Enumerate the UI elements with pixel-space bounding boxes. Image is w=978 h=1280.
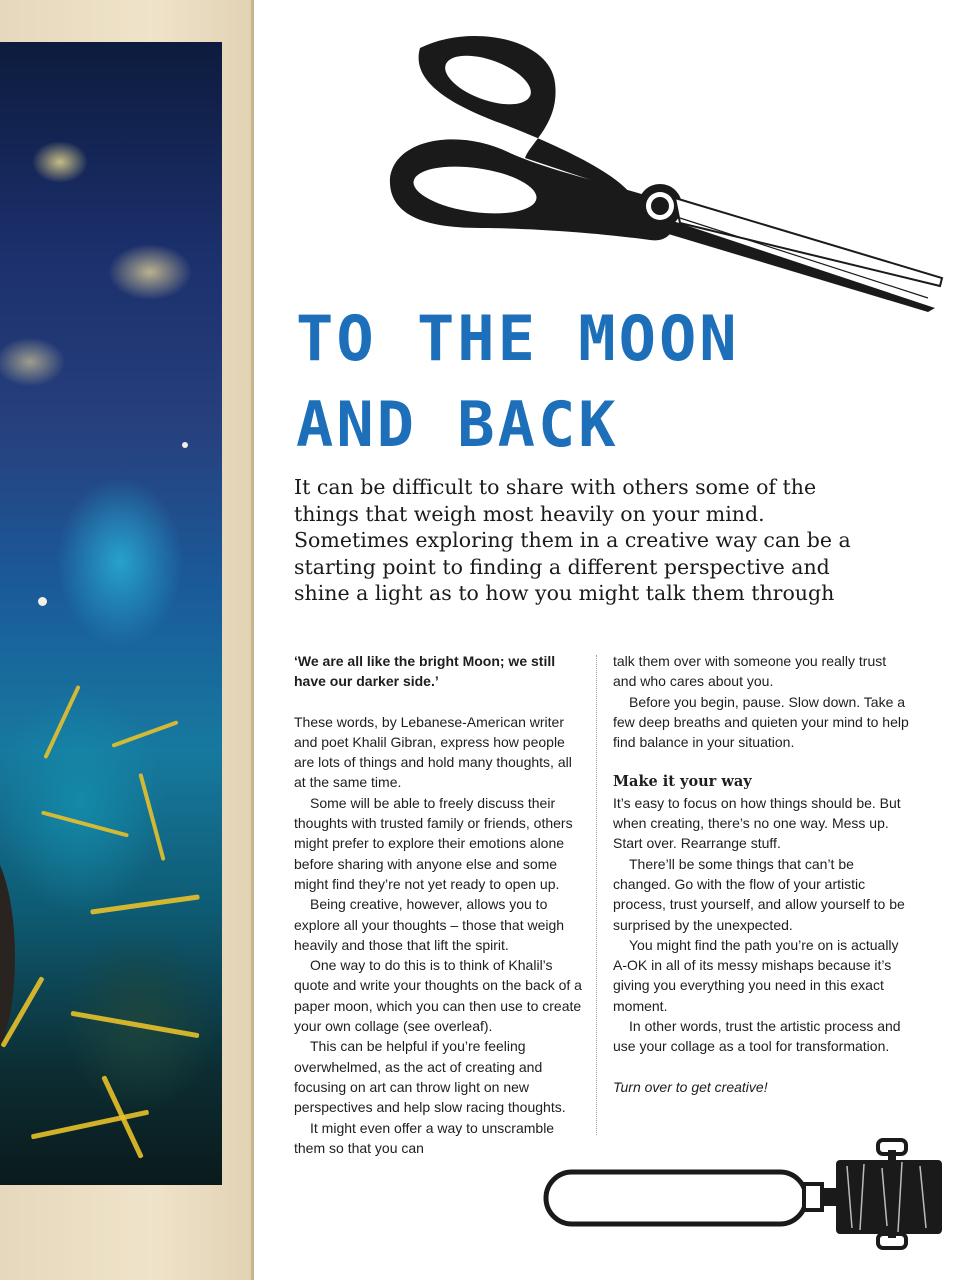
galaxy-artwork [0, 42, 222, 1185]
left-column [294, 651, 584, 1158]
gold-vein [41, 810, 129, 837]
body-paragraph: It’s easy to focus on how things should be. But when creating, there’s no one way. Mess up. Start over. Rearrange stuff. [613, 794, 901, 852]
body-paragraph: There’ll be some things that can’t be changed. Go with the flow of your artistic process, trust yourself, and allow yourself to be surprised by the unexpected. [613, 855, 905, 933]
intro-paragraph: It can be difficult to share with others some of the things that weigh most heavily on your mind. Sometimes exploring them in a creative way can be a starting point to finding a different perspective and shine a light as to how you might talk them through [294, 475, 851, 605]
pull-quote: ‘We are all like the bright Moon; we still have our darker side.’ [294, 653, 556, 690]
gold-vein [43, 685, 80, 759]
body-paragraph: Before you begin, pause. Slow down. Take a few deep breaths and quieten your mind to help find balance in your situation. [613, 693, 909, 751]
gold-vein [111, 720, 178, 748]
article-title [296, 296, 936, 468]
gold-vein [90, 894, 200, 914]
page-gutter [251, 0, 254, 1280]
right-column [613, 651, 913, 1097]
star-dot [38, 597, 47, 606]
body-paragraph: These words, by Lebanese-American writer and poet Khalil Gibran, express how people are lots of things and hold many thoughts, all at the same time. [294, 713, 572, 791]
title-line-1: TO THE MOON [296, 302, 740, 375]
body-paragraph: One way to do this is to think of Khalil’s quote and write your thoughts on the back of a paper moon, which you can then use to create your own collage (see overleaf). [294, 957, 582, 1035]
body-paragraph: Some will be able to freely discuss their thoughts with trusted family or friends, others might prefer to explore their emotions alone before sharing with anyone else and some might find they’re not yet ready to open up. [294, 794, 573, 892]
body-paragraph: talk them over with someone you really trust and who cares about you. [613, 653, 887, 690]
body-paragraph: It might even offer a way to unscramble them so that you can [294, 1119, 555, 1156]
body-paragraph: This can be helpful if you’re feeling overwhelmed, as the act of creating and focusing on art can throw light on new perspectives and help slow racing thoughts. [294, 1038, 566, 1116]
section-subheading: Make it your way [613, 773, 752, 791]
paint-roller-icon [542, 1136, 946, 1252]
body-paragraph: You might find the path you’re on is actually A-OK in all of its messy mishaps because it’s giving you everything you need in this exact moment. [613, 936, 899, 1014]
gold-vein [138, 773, 165, 861]
closing-line: Turn over to get creative! [613, 1078, 768, 1095]
column-divider [596, 655, 597, 1135]
scissors-icon [380, 28, 950, 318]
star-dot [182, 442, 188, 448]
gold-vein [71, 1011, 200, 1038]
title-line-2: AND BACK [296, 388, 619, 461]
body-paragraph: Being creative, however, allows you to explore all your thoughts – those that weigh heavily and those that lift the spirit. [294, 896, 565, 953]
body-paragraph: In other words, trust the artistic process and use your collage as a tool for transformation. [613, 1018, 901, 1055]
